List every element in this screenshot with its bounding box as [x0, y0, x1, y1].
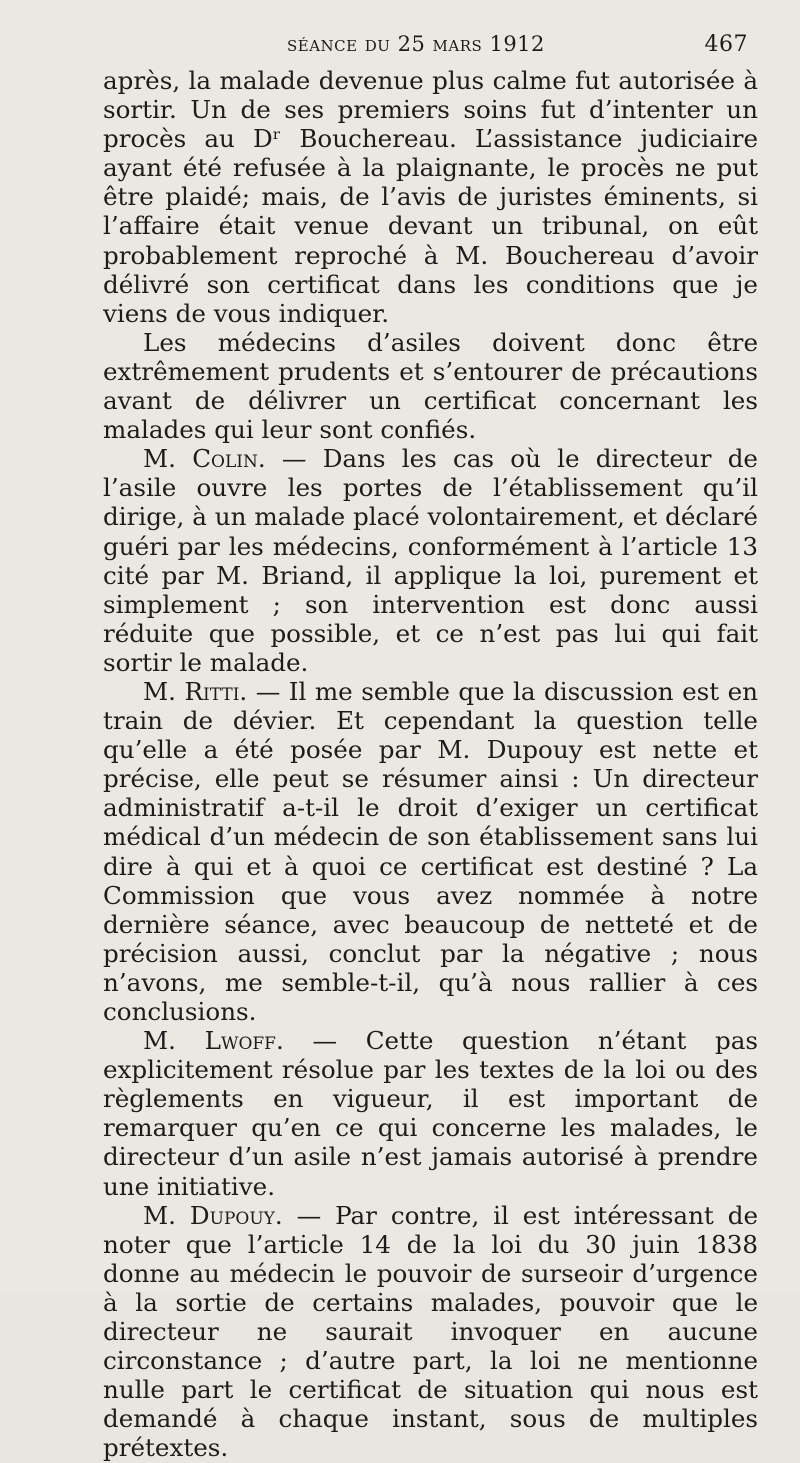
speaker-name: M. Ritti.: [143, 676, 248, 706]
paragraph-colin: [103, 444, 758, 677]
speaker-name: M. Dupouy.: [143, 1200, 283, 1230]
paragraph-text: — Cette question n’étant pas explicitement résolue par les textes de la loi ou des règlements en vigueur, il est important de remarquer qu’en ce qui concerne les malades, le directeur d’un asile n’est jamais autorisé à prendre une initiative.: [103, 1026, 759, 1201]
paragraph-text: — Il me semble que la discussion est en train de dévier. Et cependant la question telle qu’elle a été posée par M. Dupouy est nette et précise, elle peut se résumer ainsi : Un directeur administratif a-t-il le droit d’exiger un certificat médical d’un médecin de son établissement sans lui dire à qui et à quoi ce certificat est destiné ? La Commission que vous avez nommée à notre dernière séance, avec beaucoup de netteté et de précision aussi, conclut par la négative ; nous n’avons, me semble-t-il, qu’à nous rallier à ces conclusions.: [103, 676, 758, 1026]
paragraph: [103, 328, 758, 444]
paragraph-text: — Par contre, il est intéressant de noter que l’article 14 de la loi du 30 juin 1838 donne au médecin le pouvoir de surseoir d’urgence à la sortie de certains malades, pouvoir que le directeur ne saurait invoquer en aucune circonstance ; d’autre part, la loi ne mentionne nulle part le certificat de situation qui nous est demandé à chaque instant, sous de multiples prétextes.: [103, 1200, 759, 1463]
page-body: [103, 66, 758, 1463]
page-number: 467: [704, 32, 748, 57]
speaker-name: M. Lwoff.: [143, 1026, 284, 1056]
paragraph-lwoff: [103, 1026, 758, 1201]
paragraph-text: Les médecins d’asiles doivent donc être extrêmement prudents et s’entourer de précautions avant de délivrer un certificat concernant les malades qui leur sont confiés.: [103, 327, 758, 445]
paragraph-ritti: [103, 677, 758, 1026]
paragraph-text: — Dans les cas où le directeur de l’asile ouvre les portes de l’établissement qu’il dirige, à un malade placé volontairement, et déclaré guéri par les médecins, conformément à l’article 13 cité par M. Briand, il applique la loi, purement et simplement ; son intervention est donc aussi réduite que possible, et ce n’est pas lui qui fait sortir le malade.: [103, 444, 758, 677]
paragraph-continuation: [103, 66, 758, 328]
paragraph-text: après, la malade devenue plus calme fut autorisée à sortir. Un de ses premiers soins fut d’intenter un procès au Dʳ Bouchereau. L’assistance judiciaire ayant été refusée à la plaignante, le procès ne put être plaidé; mais, de l’avis de juristes éminents, si l’affaire était venue devant un tribunal, on eût probablement reproché à M. Bouchereau d’avoir délivré son certificat dans les conditions que je viens de vous indiquer.: [103, 66, 758, 328]
paragraph-dupouy: [103, 1201, 758, 1463]
speaker-name: M. Colin.: [143, 444, 266, 474]
page-header: [103, 28, 758, 66]
running-title: séance du 25 mars 1912: [287, 32, 545, 56]
